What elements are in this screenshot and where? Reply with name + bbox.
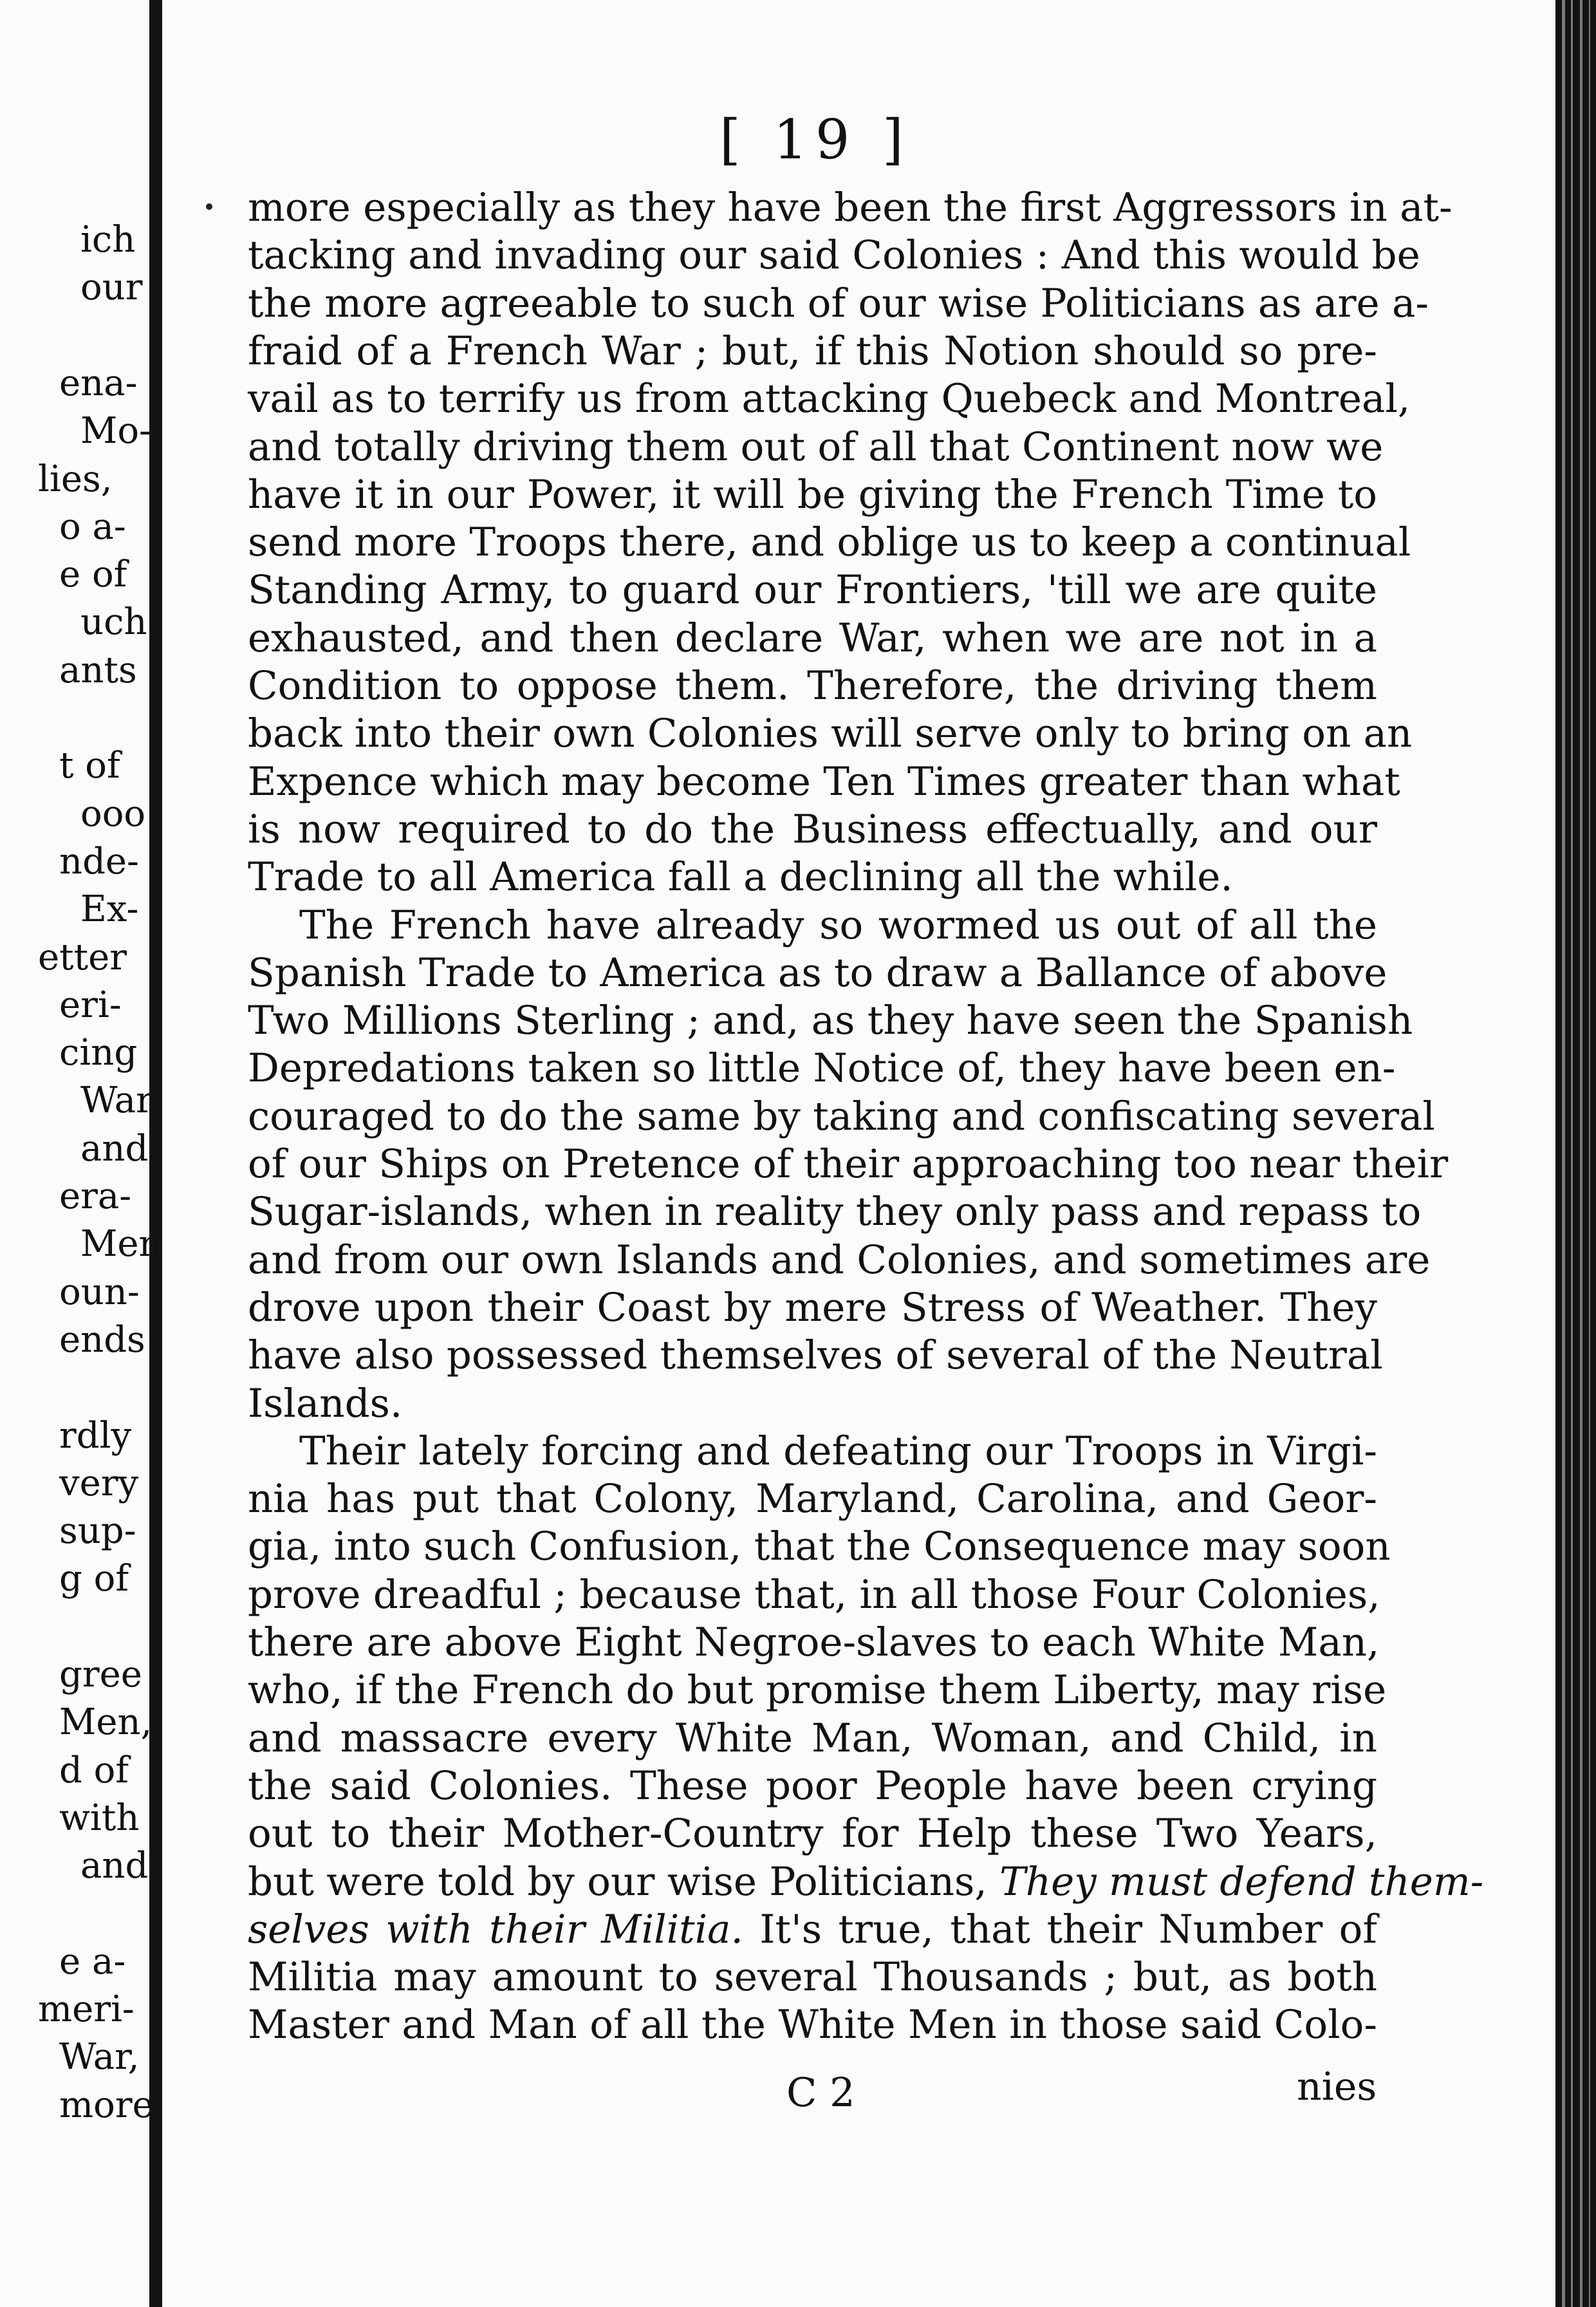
left-page-line-end: e of (59, 554, 127, 595)
left-page-line-end: rdly (59, 1415, 132, 1457)
text-line: is now required to do the Business effectually, and our (248, 807, 1377, 852)
text-line: Standing Army, to guard our Frontiers, 'till we are quite (248, 567, 1377, 613)
text-line: fraid of a French War ; but, if this Notion should so pre- (248, 328, 1377, 374)
text-line: of our Ships on Pretence of their approaching too near their (248, 1141, 1449, 1187)
left-page-line-end: our (80, 266, 143, 308)
text-line: and massacre every White Man, Woman, and Child, in (248, 1715, 1377, 1761)
text-line: Militia may amount to several Thousands ; but, as both (248, 1954, 1377, 2000)
left-page-line-end: War (80, 1079, 153, 1121)
left-page-line-end: t of (59, 745, 120, 787)
left-page-line-end: more (59, 2084, 154, 2126)
left-page-line-end: etter (38, 937, 127, 978)
text-line: exhausted, and then declare War, when we are not in a (248, 615, 1377, 661)
left-page-line-end: eri- (59, 984, 122, 1026)
text-line: Expence which may become Ten Times greater than what (248, 759, 1400, 805)
left-page-line-end: and (80, 1845, 149, 1887)
text-line: Two Millions Sterling ; and, as they have seen the Spanish (248, 998, 1413, 1043)
left-page-line-end: cing (59, 1032, 138, 1074)
catchword: nies (1297, 2064, 1377, 2109)
italic-quote: selves with their Militia. (248, 1907, 743, 1952)
text-line: the more agreeable to such of our wise Politicians as are a- (248, 281, 1429, 326)
text-line: more especially as they have been the first Aggressors in at- (248, 185, 1452, 230)
left-page-line-end: d of (59, 1750, 129, 1791)
left-page-line-end: uch (80, 601, 147, 643)
text-line: back into their own Colonies will serve only to bring on an (248, 711, 1413, 756)
text-line: selves with their Militia. It's true, that their Number of (248, 1907, 1377, 1952)
left-page-line-end: very (59, 1462, 139, 1504)
text-line: out to their Mother-Country for Help these Two Years, (248, 1811, 1377, 1856)
text-line: gia, into such Confusion, that the Consequence may soon (248, 1524, 1391, 1569)
left-page-line-end: with (59, 1797, 140, 1839)
left-page-line-end: and (80, 1128, 149, 1170)
text-line: there are above Eight Negroe-slaves to each White Man, (248, 1620, 1380, 1665)
text-line: send more Troops there, and oblige us to keep a continual (248, 519, 1411, 565)
left-page-line-end: ich (80, 219, 136, 261)
left-page-line-end: era- (59, 1175, 132, 1217)
text-line: vail as to terrify us from attacking Quebeck and Montreal, (248, 376, 1411, 422)
left-page-line-end: nde- (59, 841, 139, 883)
text-line: tacking and invading our said Colonies : And this would be (248, 232, 1420, 278)
italic-quote: They must defend them- (999, 1859, 1484, 1905)
left-page-line-end: Men (80, 1223, 162, 1265)
text-line: couraged to do the same by taking and confiscating several (248, 1094, 1435, 1139)
left-page-line-end: Ex- (80, 888, 139, 930)
left-page-line-end: sup- (59, 1510, 136, 1552)
left-page-line-end: ooo (80, 793, 146, 835)
text-line: Master and Man of all the White Men in those said Colo- (248, 2002, 1377, 2048)
margin-mark (206, 203, 212, 210)
text-line: Depredations taken so little Notice of, they have been en- (248, 1045, 1396, 1091)
left-page-line-end: ants (59, 649, 137, 691)
left-page-line-end: o a- (59, 506, 126, 548)
text-line: The French have already so wormed us out of all the (299, 902, 1377, 948)
text-line: Sugar-islands, when in reality they only pass and repass to (248, 1189, 1422, 1235)
text-line: have also possessed themselves of several of the Neutral (248, 1332, 1383, 1378)
left-page-line-end: ends (59, 1319, 145, 1361)
text-line: the said Colonies. These poor People have been crying (248, 1763, 1377, 1809)
left-page-line-end: Men, (59, 1701, 153, 1743)
text-line: Their lately forcing and defeating our Troops in Virgi- (299, 1428, 1377, 1474)
left-page-line-end: g of (59, 1558, 129, 1600)
left-page-line-end: War, (59, 2036, 140, 2078)
text-line: and from our own Islands and Colonies, and sometimes are (248, 1237, 1431, 1283)
text-line: who, if the French do but promise them Liberty, may rise (248, 1667, 1387, 1713)
text-line: drove upon their Coast by mere Stress of Weather. They (248, 1285, 1377, 1331)
text-line: have it in our Power, it will be giving the French Time to (248, 472, 1377, 518)
text-line: nia has put that Colony, Maryland, Carolina, and Geor- (248, 1476, 1377, 1522)
left-page-line-end: lies, (38, 458, 113, 500)
text-line: but were told by our wise Politicians, They must defend them- (248, 1859, 1484, 1905)
left-page-line-end: e a- (59, 1941, 126, 1983)
text-line: and totally driving them out of all that Continent now we (248, 424, 1384, 470)
left-page-line-end: meri- (38, 1988, 135, 2030)
text-line: prove dreadful ; because that, in all those Four Colonies, (248, 1572, 1380, 1618)
left-page-line-end: gree (59, 1654, 142, 1695)
text-line: Trade to all America fall a declining all the while. (248, 854, 1233, 900)
text-line: Spanish Trade to America as to draw a Ballance of above (248, 950, 1387, 996)
text-line: Condition to oppose them. Therefore, the driving them (248, 663, 1377, 709)
signature-mark: C 2 (786, 2069, 855, 2116)
page-number: [ 19 ] (719, 108, 911, 171)
left-page-line-end: ena- (59, 362, 138, 404)
left-page-line-end: Mo- (80, 410, 151, 452)
left-page-line-end: oun- (59, 1271, 140, 1313)
text-line: Islands. (248, 1381, 403, 1426)
